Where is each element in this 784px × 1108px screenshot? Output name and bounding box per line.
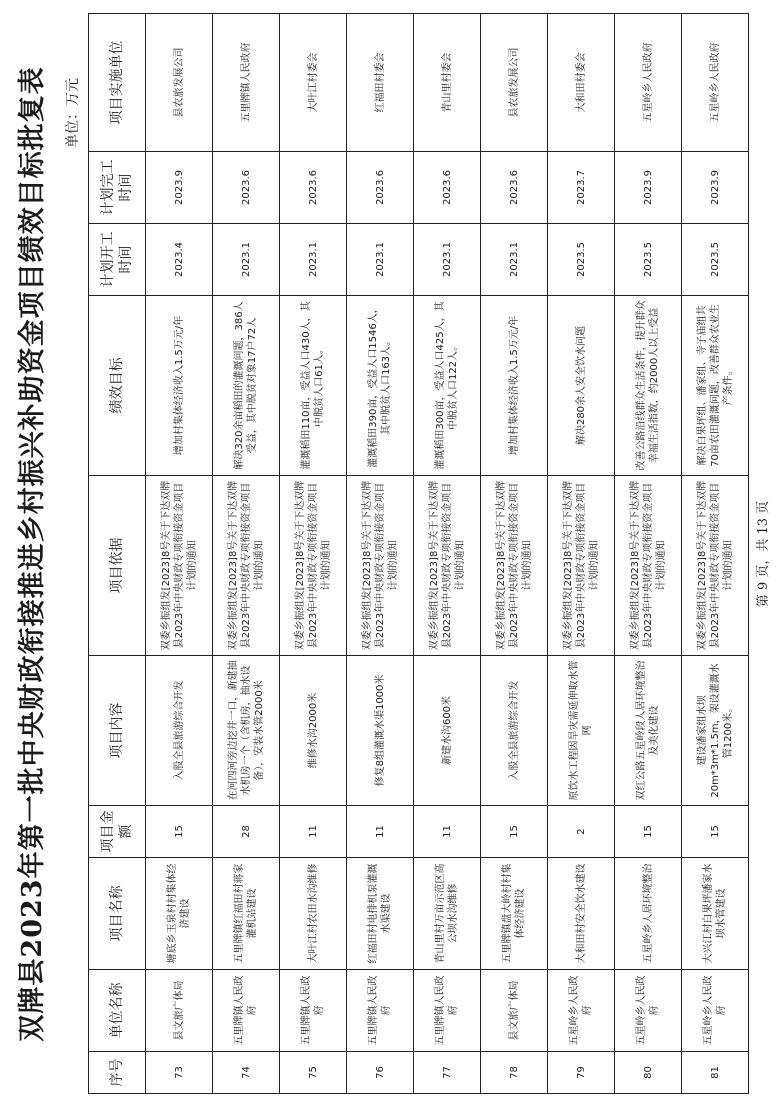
cell-implementer: 大和田村委会 [548,14,615,152]
cell-implementer: 五星岭乡人民政府 [615,14,682,152]
cell-unit-name: 五星岭乡人民政府 [682,970,749,1052]
cell-seq: 74 [213,1052,280,1094]
page-title: 双牌县2023年第一批中央财政衔接推进乡村振兴补助资金项目绩效目标批复表 [17,66,48,1042]
cell-project-name: 五星岭乡人居环境整治 [615,858,682,970]
header-basis: 项目依据 [89,476,146,656]
cell-content: 维修水沟2000米 [280,656,347,806]
cell-project-name: 红福田村电排机泵灌溉水渠建设 [347,858,414,970]
cell-implementer: 县农旅发展公司 [481,14,548,152]
table-row [682,14,749,1094]
cell-end: 2023.6 [213,152,280,224]
table-row [347,14,414,1094]
cell-goal: 解决320余亩稻田的灌溉问题，386人受益，其中脱贫对象17户72人 [213,296,280,476]
header-start: 计划开工时间 [89,224,146,296]
table-row [414,14,481,1094]
header-implementer: 项目实施单位 [89,14,146,152]
cell-goal: 灌溉稻田390亩，受益人口1546人，其中脱贫人口163人。 [347,296,414,476]
table-row [481,14,548,1094]
cell-basis: 双委乡振组发[2023]8号关于下达双牌县2023年中央财政专项衔接资金项目计划的通知 [615,476,682,656]
cell-amount: 15 [146,806,213,858]
cell-amount: 2 [548,806,615,858]
cell-unit-name: 县文旅广体局 [481,970,548,1052]
cell-unit-name: 五里牌镇人民政府 [414,970,481,1052]
unit-label: 单位：万元 [65,78,81,148]
cell-goal: 增加村集体经济收入1.5万元/年 [481,296,548,476]
cell-start: 2023.5 [548,224,615,296]
cell-seq: 75 [280,1052,347,1094]
cell-seq: 80 [615,1052,682,1094]
cell-basis: 双委乡振组发[2023]8号关于下达双牌县2023年中央财政专项衔接资金项目计划的通知 [548,476,615,656]
table-row [548,14,615,1094]
page-footer: 第 9 页，共 13 页 [756,500,771,608]
cell-basis: 双委乡振组发[2023]8号关于下达双牌县2023年中央财政专项衔接资金项目计划的通知 [280,476,347,656]
cell-goal: 解决白果坪组、潘家组、寺子庙组共70亩农田灌溉问题，改善群众农业生产条件。 [682,296,749,476]
cell-start: 2023.5 [682,224,749,296]
cell-goal: 灌溉稻田300亩，受益人口425人，其中脱贫人口122人。 [414,296,481,476]
cell-implementer: 青山里村委会 [414,14,481,152]
cell-amount: 11 [347,806,414,858]
cell-amount: 11 [280,806,347,858]
cell-unit-name: 五里牌镇人民政府 [213,970,280,1052]
cell-start: 2023.1 [414,224,481,296]
cell-unit-name: 五星岭乡人民政府 [548,970,615,1052]
table-row [280,14,347,1094]
table-header-row [89,14,146,1094]
cell-implementer: 县农旅发展公司 [146,14,213,152]
cell-end: 2023.7 [548,152,615,224]
cell-project-name: 大叶江村农田水沟维修 [280,858,347,970]
cell-seq: 76 [347,1052,414,1094]
cell-project-name: 五里牌镇盘大岭村村集体经济建设 [481,858,548,970]
cell-project-name: 大兴江村白果坪潘家水坝水管建设 [682,858,749,970]
cell-seq: 77 [414,1052,481,1094]
header-end: 计划完工时间 [89,152,146,224]
cell-unit-name: 五里牌镇人民政府 [280,970,347,1052]
cell-unit-name: 五星岭乡人民政府 [615,970,682,1052]
cell-end: 2023.9 [682,152,749,224]
cell-end: 2023.6 [347,152,414,224]
cell-goal: 增加村集体经济收入1.5万元/年 [146,296,213,476]
cell-start: 2023.4 [146,224,213,296]
table-row [213,14,280,1094]
cell-basis: 双委乡振组发[2023]8号关于下达双牌县2023年中央财政专项衔接资金项目计划的通知 [414,476,481,656]
cell-seq: 79 [548,1052,615,1094]
cell-end: 2023.9 [146,152,213,224]
cell-goal: 灌溉稻田110亩，受益人口430人，其中脱贫人口61人。 [280,296,347,476]
cell-end: 2023.6 [280,152,347,224]
cell-content: 双红公路五星岭段人居环境整治及美化建设 [615,656,682,806]
cell-start: 2023.1 [213,224,280,296]
cell-project-name: 塘底乡玉泉村村集体经济建设 [146,858,213,970]
cell-content: 新建水沟600米 [414,656,481,806]
cell-content: 在河四河旁边挖井一口，新建抽水机房一个（含机房，抽水设备），安装水管2000米 [213,656,280,806]
cell-unit-name: 县文旅广体局 [146,970,213,1052]
cell-project-name: 青山里村万亩示范区高公坝水沟维修 [414,858,481,970]
cell-content: 入股全县旅游综合开发 [146,656,213,806]
cell-seq: 73 [146,1052,213,1094]
header-seq: 序号 [89,1052,146,1094]
cell-content: 入股全县旅游综合开发 [481,656,548,806]
cell-basis: 双委乡振组发[2023]8号关于下达双牌县2023年中央财政专项衔接资金项目计划的通知 [682,476,749,656]
header-amount: 项目金额 [89,806,146,858]
cell-end: 2023.6 [481,152,548,224]
table-row [615,14,682,1094]
project-table [88,13,749,1094]
cell-basis: 双委乡振组发[2023]8号关于下达双牌县2023年中央财政专项衔接资金项目计划的通知 [146,476,213,656]
cell-goal: 解决280余人安全饮水问题 [548,296,615,476]
cell-end: 2023.6 [414,152,481,224]
cell-project-name: 大和田村安全饮水建设 [548,858,615,970]
cell-basis: 双委乡振组发[2023]8号关于下达双牌县2023年中央财政专项衔接资金项目计划的通知 [347,476,414,656]
header-goal: 绩效目标 [89,296,146,476]
cell-implementer: 五星岭乡人民政府 [682,14,749,152]
cell-amount: 15 [682,806,749,858]
cell-seq: 78 [481,1052,548,1094]
cell-start: 2023.5 [615,224,682,296]
table-row [146,14,213,1094]
cell-project-name: 五里牌镇红福田村蒋家灌机站建设 [213,858,280,970]
cell-goal: 改善公路沿线群众生活条件，提升群众幸福生活指数，约2000人以上受益 [615,296,682,476]
cell-seq: 81 [682,1052,749,1094]
header-unit-name: 单位名称 [89,970,146,1052]
cell-content: 修复8组灌溉水渠1000米 [347,656,414,806]
cell-implementer: 红福田村委会 [347,14,414,152]
cell-implementer: 大叶江村委会 [280,14,347,152]
cell-implementer: 五里牌镇人民政府 [213,14,280,152]
cell-basis: 双委乡振组发[2023]8号关于下达双牌县2023年中央财政专项衔接资金项目计划的通知 [213,476,280,656]
cell-basis: 双委乡振组发[2023]8号关于下达双牌县2023年中央财政专项衔接资金项目计划的通知 [481,476,548,656]
cell-start: 2023.1 [481,224,548,296]
header-project-name: 项目名称 [89,858,146,970]
cell-unit-name: 五里牌镇人民政府 [347,970,414,1052]
cell-end: 2023.9 [615,152,682,224]
cell-amount: 11 [414,806,481,858]
cell-amount: 28 [213,806,280,858]
header-content: 项目内容 [89,656,146,806]
cell-amount: 15 [615,806,682,858]
cell-start: 2023.1 [280,224,347,296]
cell-content: 建设潘家组水坝20m*3m*1.5m，架设灌溉水管1200米。 [682,656,749,806]
cell-start: 2023.1 [347,224,414,296]
cell-amount: 15 [481,806,548,858]
cell-content: 原饮水工程因旱灾需延伸取水管网 [548,656,615,806]
